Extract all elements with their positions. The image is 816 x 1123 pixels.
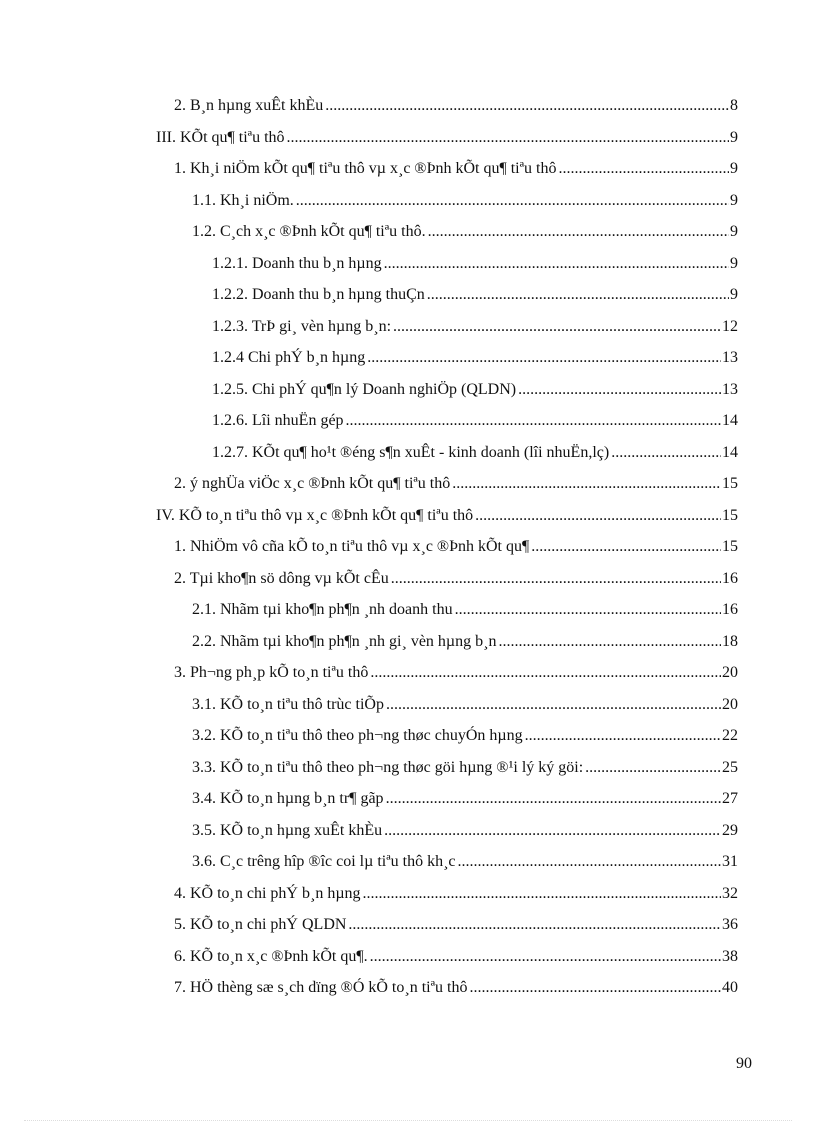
toc-dot-leader xyxy=(469,976,721,1000)
toc-entry-page: 9 xyxy=(730,160,738,177)
toc-dot-leader xyxy=(393,315,721,339)
toc-entry-title: 1. Kh¸i niÖm kÕt qu¶ tiªu thô vµ x¸c ®Þnh kÕt qu¶ tiªu thô xyxy=(174,160,557,177)
toc-entry-page: 40 xyxy=(722,979,738,996)
toc-entry-page: 14 xyxy=(722,412,738,429)
toc-entry-title: 3. Ph¬ng ph¸p kÕ to¸n tiªu thô xyxy=(174,664,369,681)
toc-entry-page: 8 xyxy=(730,97,738,114)
toc-entry-page: 14 xyxy=(722,443,738,461)
toc-entry[interactable] xyxy=(212,378,738,410)
toc-entry-page: 29 xyxy=(722,821,738,839)
toc-dot-leader xyxy=(452,472,721,496)
table-of-contents xyxy=(0,94,816,1008)
toc-entry[interactable] xyxy=(192,850,738,882)
toc-entry-title: 3.2. KÕ to¸n tiªu thô theo ph¬ng thøc chuyÓn hµng xyxy=(192,727,523,744)
toc-entry-page: 9 xyxy=(730,223,738,240)
toc-entry-title: 4. KÕ to¸n chi phÝ b¸n hµng xyxy=(174,884,361,902)
toc-dot-leader xyxy=(296,189,729,213)
toc-entry-title: 2. Tµi kho¶n sö dông vµ kÕt cÊu xyxy=(174,569,389,587)
toc-dot-leader xyxy=(525,724,721,748)
toc-entry-page: 38 xyxy=(722,947,738,965)
toc-entry-page: 13 xyxy=(722,349,738,366)
toc-entry-title: 5. KÕ to¸n chi phÝ QLDN xyxy=(174,916,347,933)
toc-entry[interactable] xyxy=(192,787,738,819)
toc-dot-leader xyxy=(363,882,721,906)
toc-entry-page: 32 xyxy=(722,884,738,902)
toc-entry[interactable] xyxy=(156,504,738,536)
toc-entry-page: 15 xyxy=(722,506,738,524)
toc-entry[interactable] xyxy=(192,598,738,630)
toc-entry[interactable] xyxy=(212,315,738,347)
toc-entry[interactable] xyxy=(212,409,738,441)
toc-entry-page: 20 xyxy=(722,695,738,713)
toc-entry-title: 3.5. KÕ to¸n hµng xuÊt khÈu xyxy=(192,821,383,839)
toc-entry-page: 9 xyxy=(730,254,738,272)
toc-dot-leader xyxy=(458,850,721,874)
toc-dot-leader xyxy=(455,598,721,622)
toc-entry-title: 1.2.4 Chi phÝ b¸n hµng xyxy=(212,349,366,366)
toc-dot-leader xyxy=(391,567,721,591)
toc-dot-leader xyxy=(518,378,721,402)
toc-entry-title: 1.1. Kh¸i niÖm. xyxy=(192,191,294,209)
toc-dot-leader xyxy=(348,913,721,937)
toc-dot-leader xyxy=(498,630,721,654)
toc-entry-page: 22 xyxy=(722,727,738,744)
toc-entry-page: 9 xyxy=(730,191,738,209)
toc-entry[interactable] xyxy=(174,882,738,914)
toc-entry-page: 20 xyxy=(722,664,738,681)
toc-entry[interactable] xyxy=(174,94,738,126)
toc-entry-title: 6. KÕ to¸n x¸c ®Þnh kÕt qu¶. xyxy=(174,947,368,965)
toc-entry-page: 9 xyxy=(730,286,738,303)
toc-entry-page: 15 xyxy=(722,538,738,555)
toc-entry-page: 36 xyxy=(722,916,738,933)
toc-entry[interactable] xyxy=(174,157,738,189)
toc-entry[interactable] xyxy=(192,220,738,252)
toc-dot-leader xyxy=(427,283,729,307)
toc-entry-title: 2. ý nghÜa viÖc x¸c ®Þnh kÕt qu¶ tiªu thô xyxy=(174,475,451,492)
page-number: 90 xyxy=(736,1055,752,1072)
toc-entry-title: 2.1. Nhãm tµi kho¶n ph¶n ¸nh doanh thu xyxy=(192,601,453,618)
toc-dot-leader xyxy=(428,220,729,244)
toc-entry-title: 3.4. KÕ to¸n hµng b¸n tr¶ gãp xyxy=(192,790,384,807)
toc-dot-leader xyxy=(611,441,721,465)
toc-entry-page: 15 xyxy=(722,475,738,492)
toc-dot-leader xyxy=(325,94,729,118)
toc-entry[interactable] xyxy=(174,945,738,977)
toc-entry[interactable] xyxy=(192,630,738,662)
toc-entry-page: 18 xyxy=(722,632,738,650)
toc-entry-title: 2.2. Nhãm tµi kho¶n ph¶n ¸nh gi¸ vèn hµng b¸n xyxy=(192,632,497,650)
toc-dot-leader xyxy=(370,945,721,969)
toc-entry[interactable] xyxy=(174,661,738,693)
toc-dot-leader xyxy=(370,661,721,685)
toc-entry-page: 12 xyxy=(722,317,738,335)
toc-entry[interactable] xyxy=(192,756,738,788)
toc-entry-title: 3.1. KÕ to¸n tiªu thô trùc tiÕp xyxy=(192,695,384,713)
toc-entry[interactable] xyxy=(192,724,738,756)
toc-entry[interactable] xyxy=(212,441,738,473)
toc-entry-title: 1. NhiÖm vô cña kÕ to¸n tiªu thô vµ x¸c ®Þnh kÕt qu¶ xyxy=(174,538,530,555)
toc-entry-title: 1.2.1. Doanh thu b¸n hµng xyxy=(212,254,382,272)
toc-entry[interactable] xyxy=(174,913,738,945)
toc-entry-title: 1.2.7. KÕt qu¶ ho¹t ®éng s¶n xuÊt - kinh doanh (lîi nhuËn,lç) xyxy=(212,443,610,461)
toc-dot-leader xyxy=(384,252,729,276)
toc-entry-title: 2. B¸n hµng xuÊt khÈu xyxy=(174,97,324,114)
toc-entry[interactable] xyxy=(174,976,738,1008)
toc-entry-page: 16 xyxy=(722,601,738,618)
toc-entry[interactable] xyxy=(156,126,738,158)
toc-entry-title: 3.6. C¸c trêng hîp ®îc coi lµ tiªu thô kh¸c xyxy=(192,853,456,870)
toc-entry-page: 27 xyxy=(722,790,738,807)
toc-dot-leader xyxy=(531,535,721,559)
toc-entry[interactable] xyxy=(192,693,738,725)
toc-entry-page: 16 xyxy=(722,569,738,587)
toc-dot-leader xyxy=(287,126,729,150)
toc-dot-leader xyxy=(386,787,721,811)
toc-entry[interactable] xyxy=(212,283,738,315)
toc-dot-leader xyxy=(475,504,721,528)
toc-dot-leader xyxy=(585,756,721,780)
toc-entry[interactable] xyxy=(174,472,738,504)
toc-entry-title: 1.2.5. Chi phÝ qu¶n lý Doanh nghiÖp (QLDN) xyxy=(212,380,517,398)
toc-dot-leader xyxy=(384,819,721,843)
toc-entry-page: 31 xyxy=(722,853,738,870)
toc-dot-leader xyxy=(346,409,721,433)
toc-entry-title: 1.2.2. Doanh thu b¸n hµng thuÇn xyxy=(212,286,425,303)
toc-entry[interactable] xyxy=(192,189,738,221)
toc-entry-page: 9 xyxy=(730,128,738,146)
page-bottom-rule xyxy=(24,1120,792,1121)
toc-entry[interactable] xyxy=(174,535,738,567)
toc-dot-leader xyxy=(367,346,721,370)
toc-entry-title: 1.2.3. TrÞ gi¸ vèn hµng b¸n: xyxy=(212,317,392,335)
toc-entry-title: III. KÕt qu¶ tiªu thô xyxy=(156,128,285,146)
toc-dot-leader xyxy=(558,157,729,181)
toc-entry-page: 13 xyxy=(722,380,738,398)
toc-dot-leader xyxy=(386,693,721,717)
toc-entry[interactable] xyxy=(192,819,738,851)
toc-entry[interactable] xyxy=(212,252,738,284)
toc-entry-title: 7. HÖ thèng sæ s¸ch dïng ®Ó kÕ to¸n tiªu thô xyxy=(174,979,468,996)
toc-entry-title: 3.3. KÕ to¸n tiªu thô theo ph¬ng thøc göi hµng ®¹i lý ký göi: xyxy=(192,758,584,776)
toc-entry-page: 25 xyxy=(722,758,738,776)
toc-entry-title: 1.2. C¸ch x¸c ®Þnh kÕt qu¶ tiªu thô. xyxy=(192,223,426,240)
toc-entry-title: 1.2.6. Lîi nhuËn gép xyxy=(212,412,344,429)
toc-entry-title: IV. KÕ to¸n tiªu thô vµ x¸c ®Þnh kÕt qu¶ tiªu thô xyxy=(156,506,474,524)
toc-entry[interactable] xyxy=(212,346,738,378)
toc-entry[interactable] xyxy=(174,567,738,599)
